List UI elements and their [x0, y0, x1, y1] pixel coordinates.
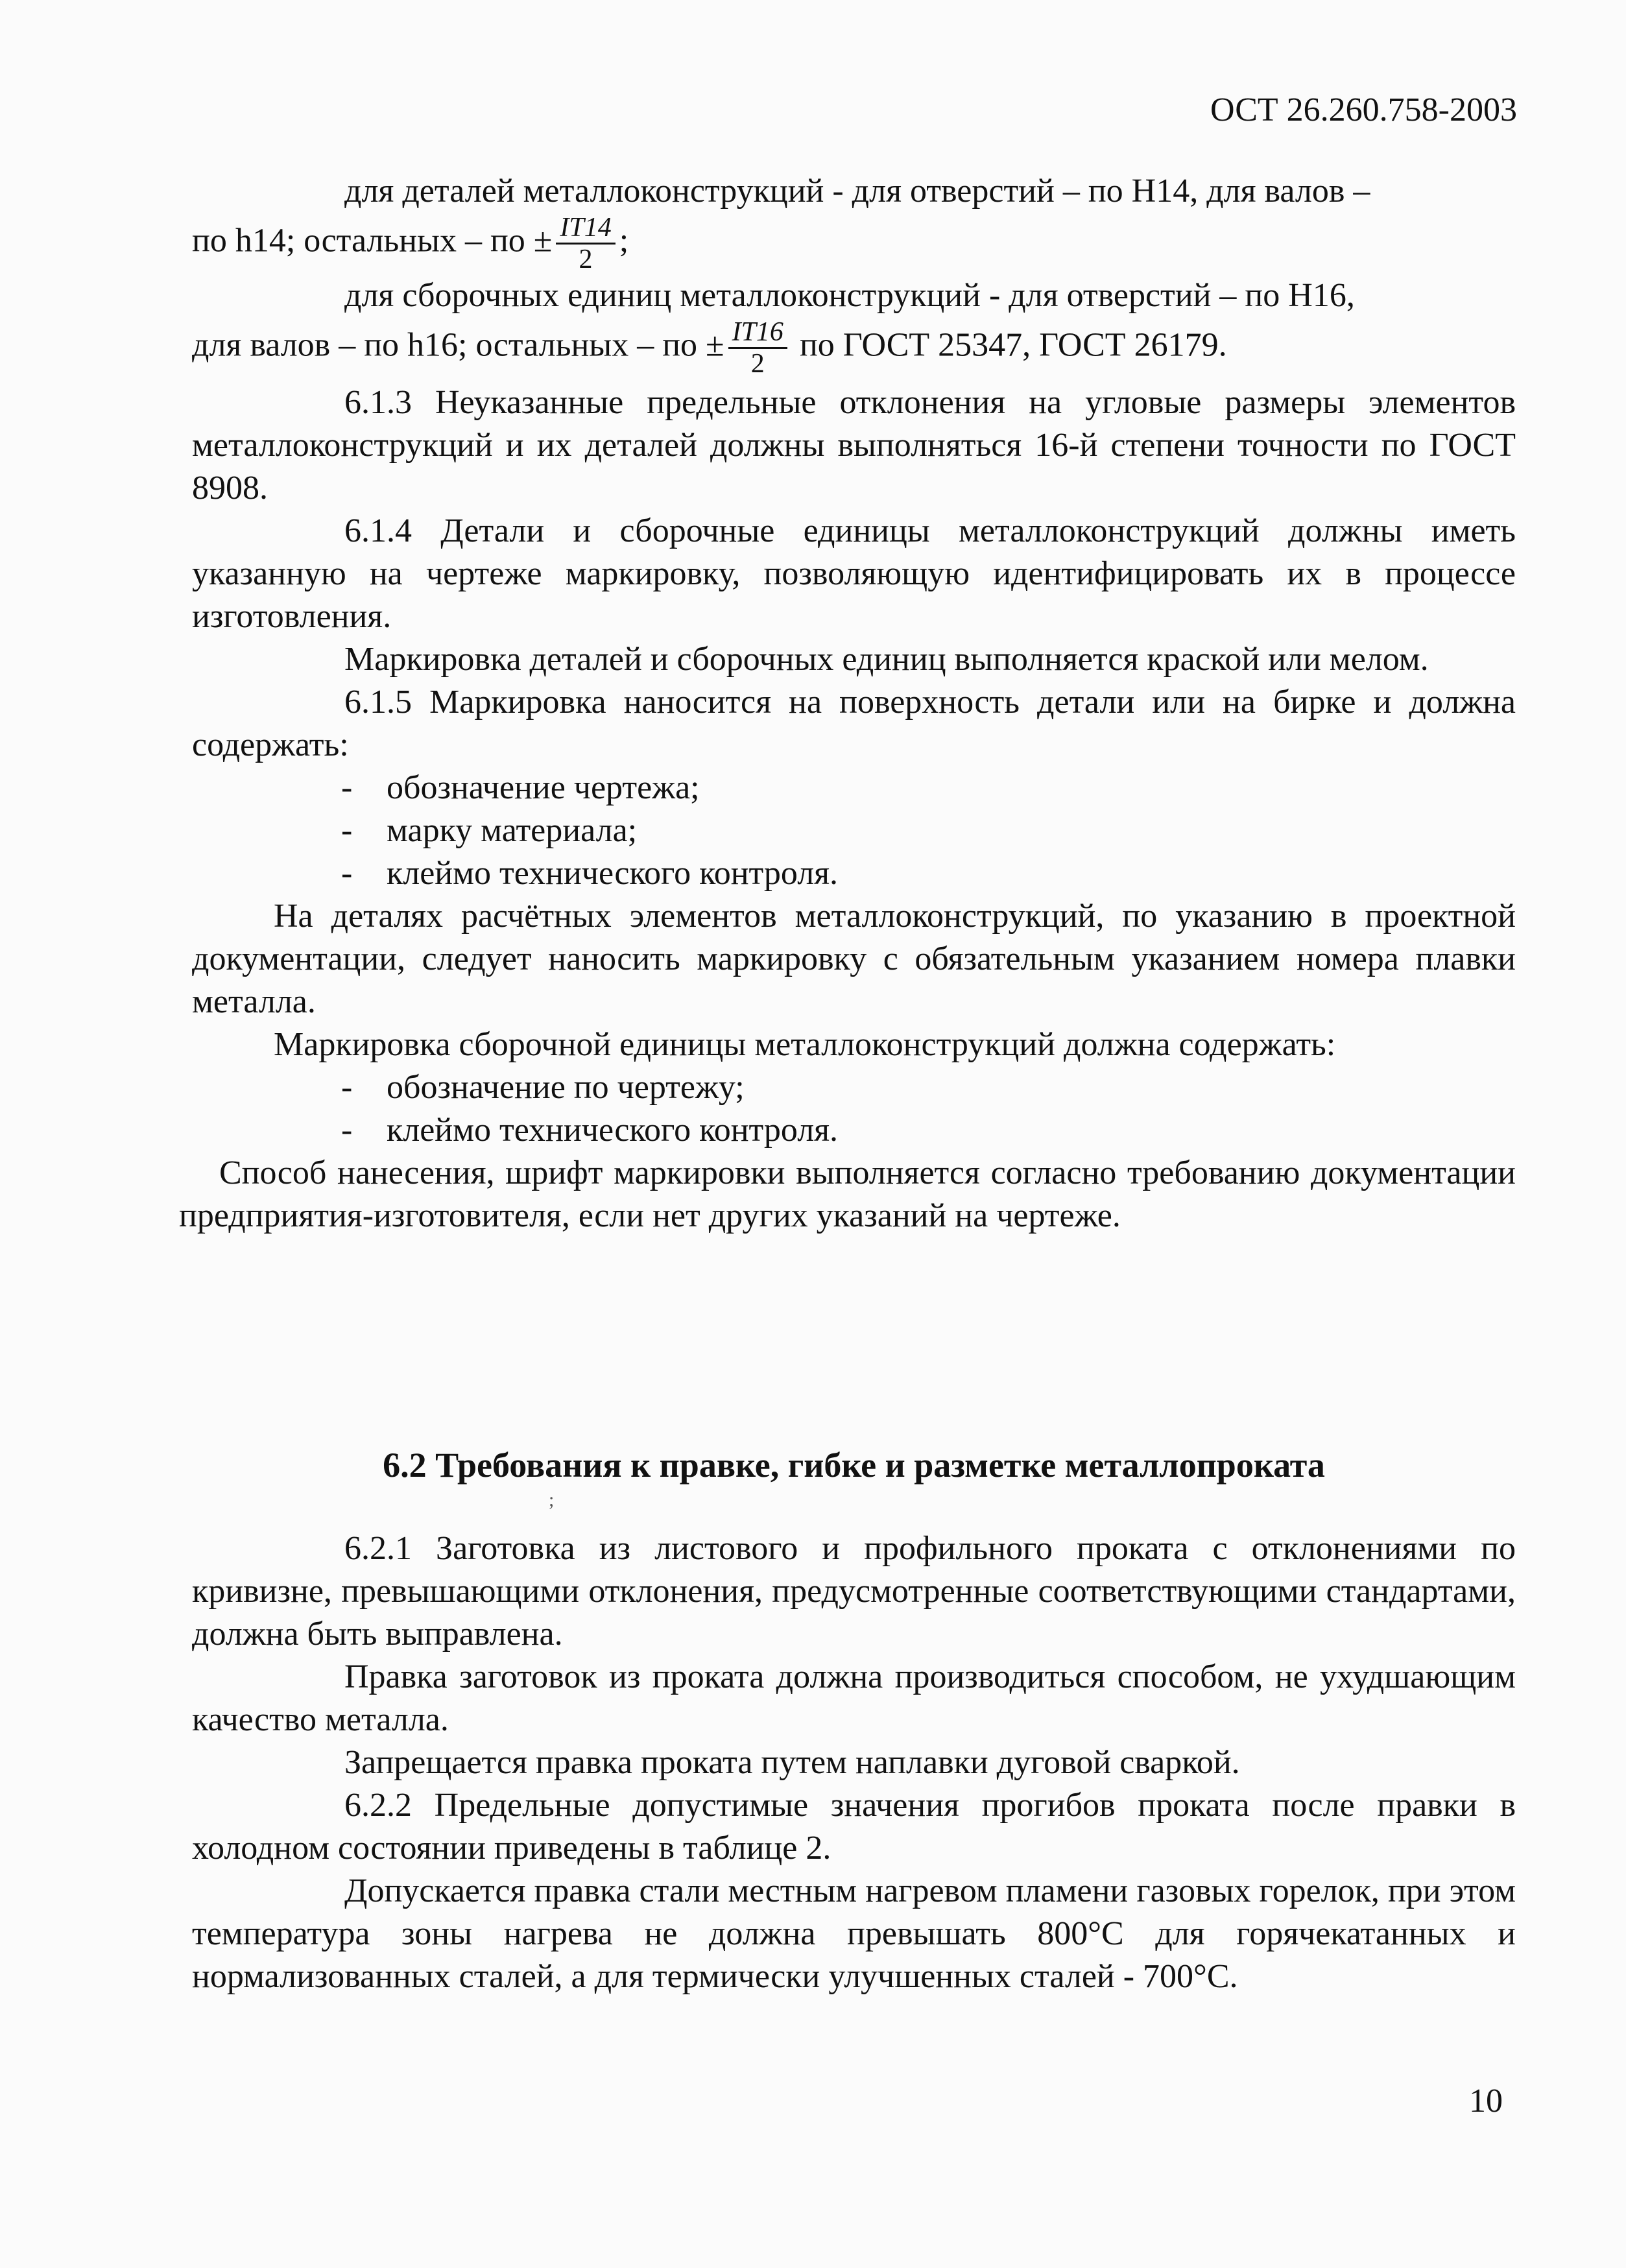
fraction-denominator: 2 [579, 245, 593, 274]
tolerance-parts-line [192, 170, 1516, 213]
text-span: по ГОСТ 25347, ГОСТ 26179. [791, 326, 1227, 364]
scan-artifact: ; [549, 1489, 555, 1510]
paragraph-6-2-2: 6.2.2 Предельные допустимые значения прогибов проката после правки в холодном состоянии приведены в таблице 2. [192, 1787, 1516, 1867]
paragraph-6-1-3: 6.1.3 Неуказанные предельные отклонения на угловые размеры элементов металлоконструкций и их деталей должны выполняться 16-й степени точности по ГОСТ 8908. [192, 384, 1516, 507]
list-item [192, 852, 1516, 895]
tolerance-parts-line-2 [192, 213, 1516, 274]
tolerance-assemblies-line-2 [192, 317, 1516, 379]
paragraph-6-1-4: 6.1.4 Детали и сборочные единицы металлоконструкций должны иметь указанную на чертеже маркировку, позволяющую идентифицировать их в процессе изготовления. [192, 512, 1516, 635]
list-item-text: обозначение чертежа; [387, 769, 700, 806]
dash: - [341, 812, 353, 849]
paragraph-assembly-marking: Маркировка сборочной единицы металлоконструкций должна содержать: [274, 1026, 1336, 1063]
list-item [192, 767, 1516, 809]
fraction-it14 [556, 213, 615, 274]
paragraph-straightening: Правка заготовок из проката должна производиться способом, не ухудшающим качество металла. [192, 1658, 1516, 1738]
fraction-it16 [728, 317, 787, 379]
dash: - [341, 1112, 353, 1149]
text-span: для сборочных единиц металлоконструкций - для отверстий – по Н16, [344, 277, 1355, 314]
paragraph-marking-font: Способ нанесения, шрифт маркировки выполняется согласно требованию документации предприятия-изготовителя, если нет других указаний на чертеже. [179, 1154, 1516, 1234]
section-heading-6-2: 6.2 Требования к правке, гибке и разметке металлопроката [383, 1446, 1325, 1485]
body-section-6-1 [179, 170, 1516, 1237]
body-section-6-2 [192, 1527, 1516, 1998]
dash: - [341, 1069, 353, 1106]
text-span: для деталей металлоконструкций - для отверстий – по Н14, для валов – [344, 173, 1370, 209]
list-item [192, 1066, 1516, 1109]
paragraph-local-heating: Допускается правка стали местным нагревом пламени газовых горелок, при этом температура зоны нагрева не должна превышать 800°С для горячекатанных и нормализованных сталей, а для термически улучшенных сталей - 700°С. [192, 1872, 1516, 1995]
document-code: ОСТ 26.260.758-2003 [1210, 91, 1517, 128]
paragraph-6-1-5: 6.1.5 Маркировка наносится на поверхность детали или на бирке и должна содержать: [192, 684, 1516, 763]
dash: - [341, 769, 353, 806]
text-span: ; [619, 222, 629, 259]
list-item-text: клеймо технического контроля. [387, 1112, 839, 1149]
list-item-text: обозначение по чертежу; [387, 1069, 745, 1106]
page-number: 10 [1469, 2083, 1503, 2119]
dash: - [341, 855, 353, 892]
list-item-text: марку материала; [387, 812, 638, 849]
fraction-numerator: IT16 [728, 317, 787, 349]
fraction-denominator: 2 [750, 349, 765, 379]
paragraph-marking-method: Маркировка деталей и сборочных единиц выполняется краской или мелом. [344, 641, 1429, 678]
paragraph-6-2-1: 6.2.1 Заготовка из листового и профильного проката с отклонениями по кривизне, превышающими отклонения, предусмотренные соответствующими стандартами, должна быть выправлена. [192, 1530, 1516, 1653]
tolerance-assemblies-line [192, 274, 1516, 317]
list-item [192, 1109, 1516, 1152]
list-item-text: клеймо технического контроля. [387, 855, 839, 892]
paragraph-heat-number: На деталях расчётных элементов металлоконструкций, по указанию в проектной документации, следует наносить маркировку с обязательным указанием номера плавки металла. [192, 898, 1516, 1020]
paragraph-prohibition: Запрещается правка проката путем наплавки дуговой сваркой. [344, 1744, 1240, 1781]
list-item [192, 809, 1516, 852]
text-span: для валов – по h16; остальных – по ± [192, 326, 724, 364]
fraction-numerator: IT14 [556, 213, 615, 245]
text-span: по h14; остальных – по ± [192, 222, 553, 259]
